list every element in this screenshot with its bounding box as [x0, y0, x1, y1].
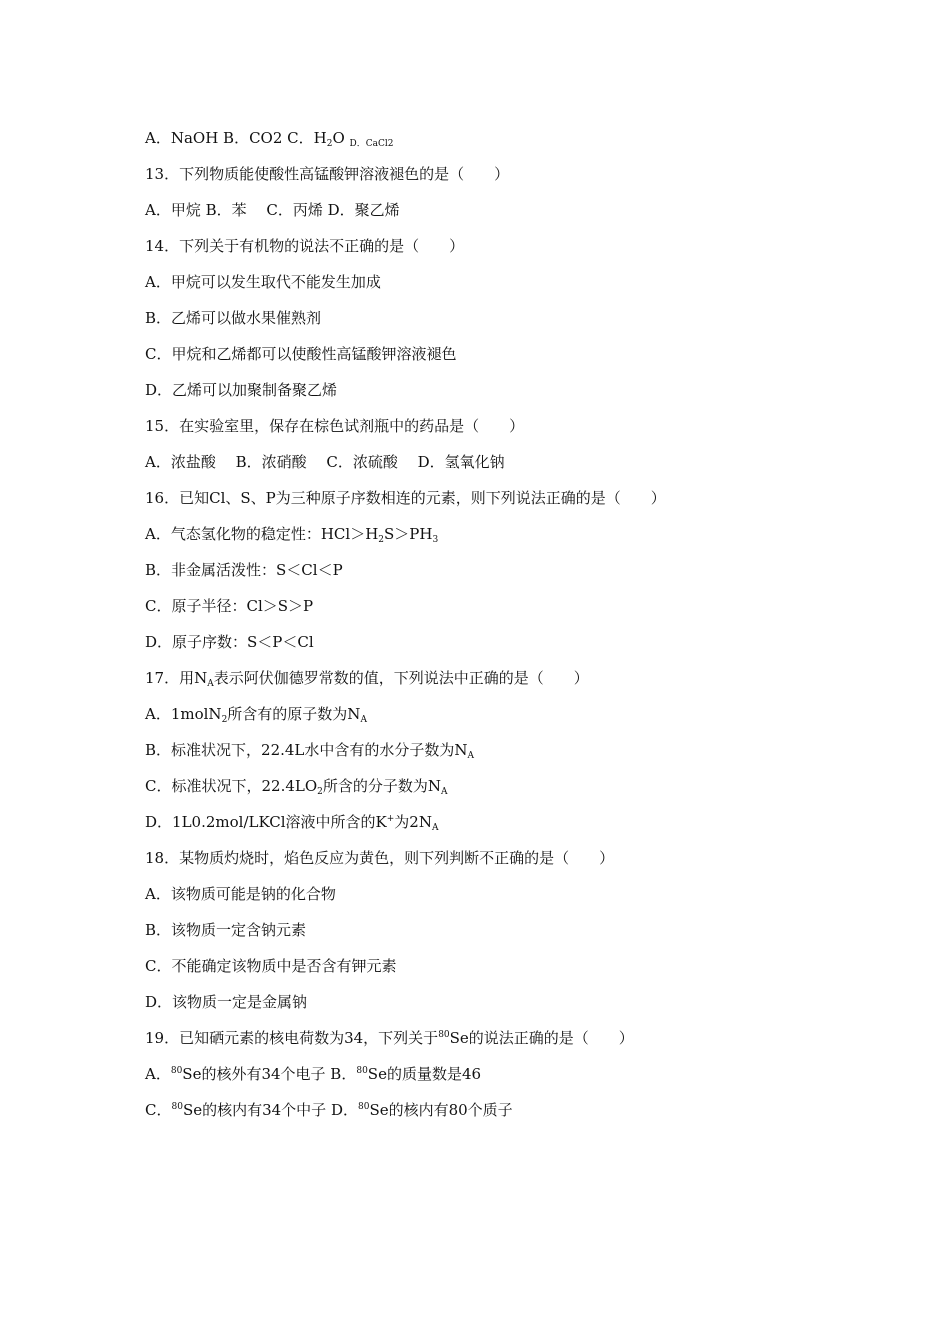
- q14-option-d: D．乙烯可以加聚制备聚乙烯: [145, 381, 338, 399]
- q15-stem: 15．在实验室里，保存在棕色试剂瓶中的药品是（ ）: [145, 417, 525, 435]
- q16-option-d: D．原子序数：S＜P＜Cl: [145, 633, 314, 651]
- q13-stem: 13．下列物质能使酸性高锰酸钾溶液褪色的是（ ）: [145, 165, 510, 183]
- q17-option-a: A．1molN$_2$所含有的原子数为$N_A$: [145, 705, 367, 725]
- q17-stem: 17．用$N_A$表示阿伏伽德罗常数的值，下列说法中正确的是（ ）: [145, 669, 589, 689]
- q18-option-d: D．该物质一定是金属钠: [145, 993, 308, 1011]
- q17-option-d: D．1L0.2mol/LKCl溶液中所含的K+为$2N_A$: [145, 813, 439, 833]
- q18-option-a: A．该物质可能是钠的化合物: [145, 885, 336, 903]
- q12-options: A．NaOH B．CO2 C．$H_2O$ $_{D.CaCl2}$: [145, 129, 394, 149]
- q14-stem: 14．下列关于有机物的说法不正确的是（ ）: [145, 237, 465, 255]
- q13-options: A．甲烷 B．苯 C．丙烯 D．聚乙烯: [145, 201, 400, 219]
- q18-option-b: B．该物质一定含钠元素: [145, 921, 307, 939]
- q18-stem: 18．某物质灼烧时，焰色反应为黄色，则下列判断不正确的是（ ）: [145, 849, 615, 867]
- q16-option-c: C．原子半径：Cl＞S＞P: [145, 597, 314, 615]
- q18-option-c: C．不能确定该物质中是否含有钾元素: [145, 957, 397, 975]
- q19-stem: 19．已知硒元素的核电荷数为34，下列关于$^{80}$Se的说法正确的是（ ）: [145, 1029, 634, 1047]
- q17-option-b: B．标准状况下，22.4L水中含有的水分子数为$N_A$: [145, 741, 475, 761]
- q16-option-a: A．气态氢化物的稳定性：$HCl>H_2S>PH_3$: [145, 525, 439, 545]
- q14-option-a: A．甲烷可以发生取代不能发生加成: [145, 273, 381, 291]
- q16-option-b: B．非金属活泼性：S＜Cl＜P: [145, 561, 343, 579]
- q17-option-c: C．标准状况下，$22.4LO_2$所含的分子数为$N_A$: [145, 777, 448, 797]
- q14-option-b: B．乙烯可以做水果催熟剂: [145, 309, 322, 327]
- q15-options: A．浓盐酸 B．浓硝酸 C．浓硫酸 D．氢氧化钠: [145, 453, 505, 471]
- q14-option-c: C．甲烷和乙烯都可以使酸性高锰酸钾溶液褪色: [145, 345, 457, 363]
- q16-stem: 16．已知Cl、S、P为三种原子序数相连的元素，则下列说法正确的是（ ）: [145, 489, 666, 507]
- q19-options-ab: A．$^{80}$Se的核外有34个电子 B．$^{80}$Se的质量数是46: [145, 1065, 482, 1083]
- q19-options-cd: C．$^{80}$Se的核内有34个中子 D．$^{80}$Se的核内有80个质子: [145, 1101, 513, 1119]
